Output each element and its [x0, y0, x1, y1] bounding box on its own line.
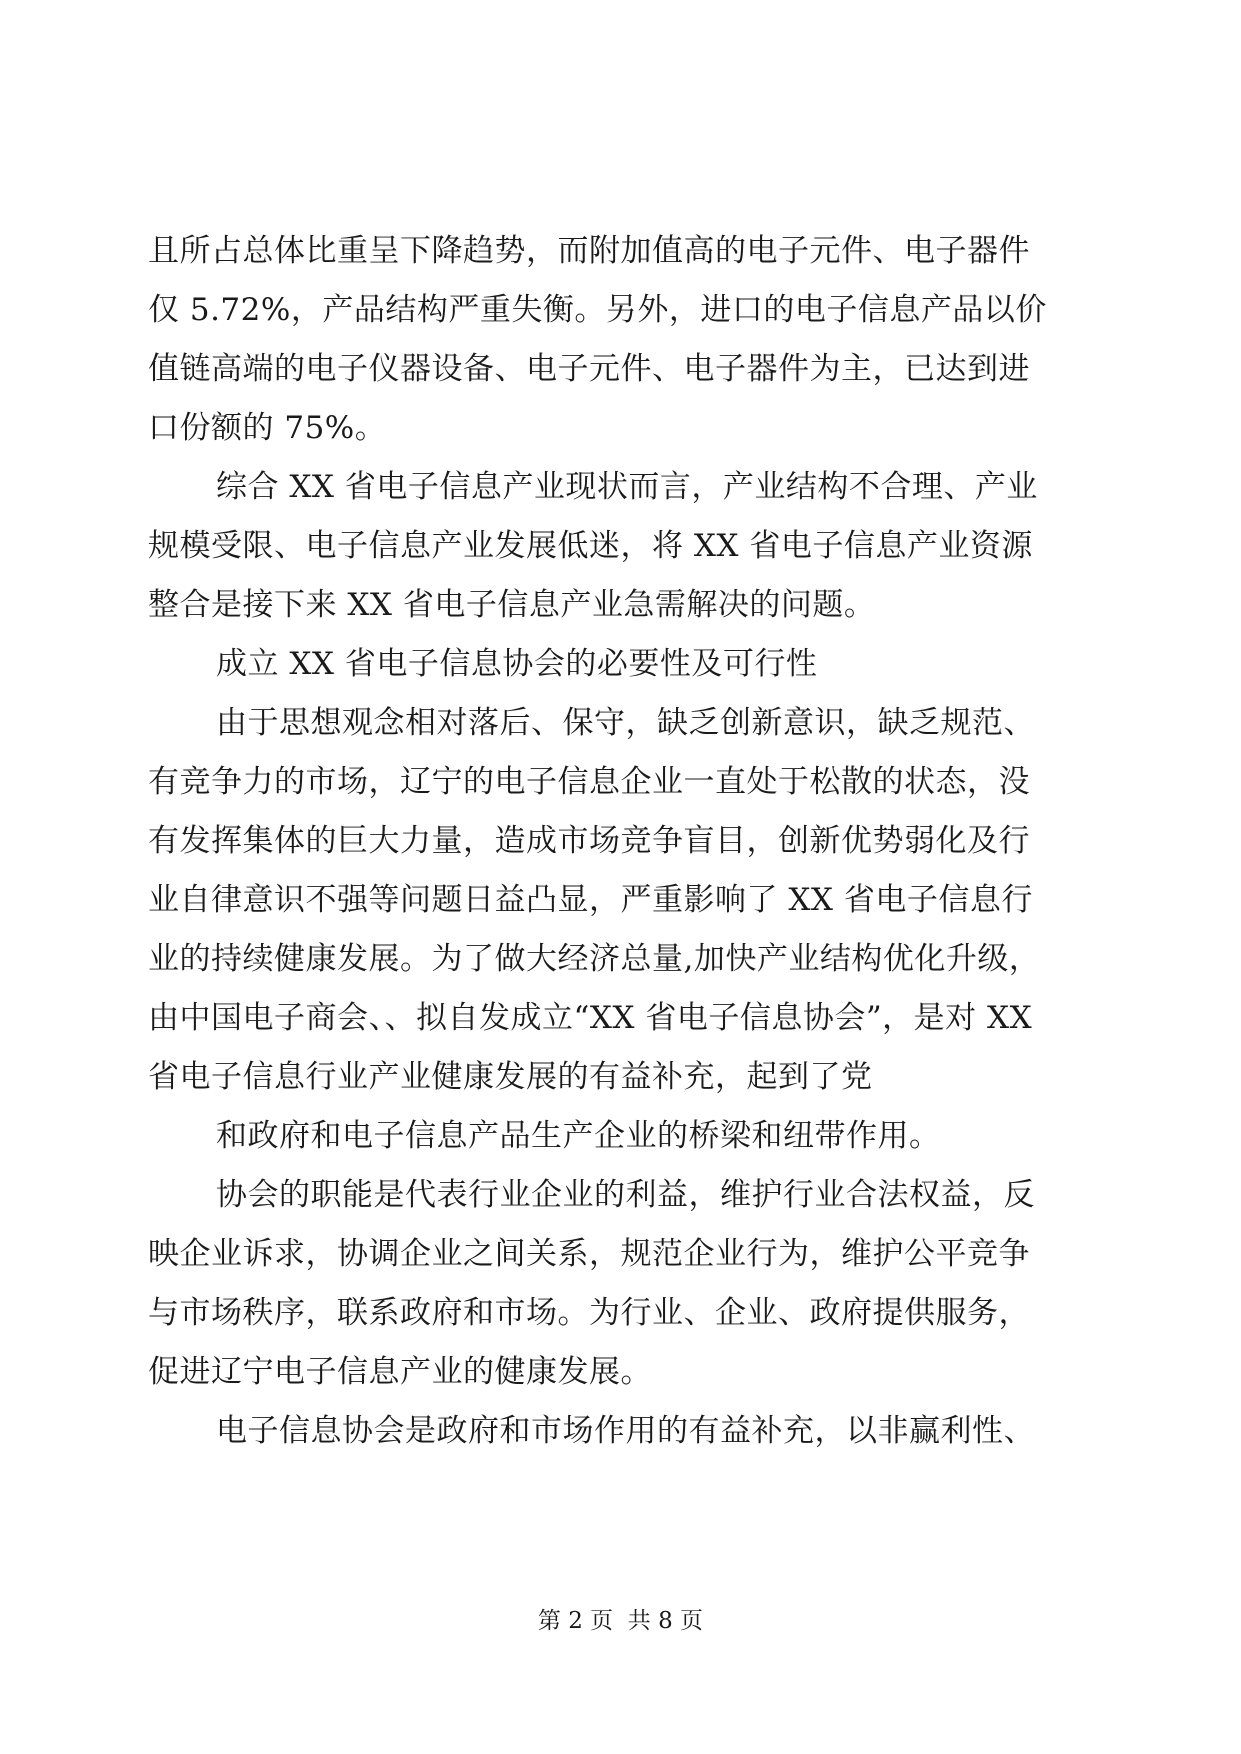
text-line: 与市场秩序，联系政府和市场。为行业、企业、政府提供服务，: [148, 1295, 1030, 1331]
text-line: 促进辽宁电子信息产业的健康发展。: [148, 1354, 652, 1390]
text-line: 由中国电子商会、、拟自发成立“XX 省电子信息协会”，是对 XX: [148, 1000, 1033, 1036]
text-line: 业自律意识不强等问题日益凸显，严重影响了 XX 省电子信息行: [148, 882, 1033, 918]
text-line: 映企业诉求，协调企业之间关系，规范企业行为，维护公平竞争: [148, 1236, 1030, 1272]
section-heading: 成立 XX 省电子信息协会的必要性及可行性: [216, 646, 818, 682]
page-number-label: 第 2 页 共 8 页: [537, 1608, 704, 1634]
paragraph-start-line: 协会的职能是代表行业企业的利益，维护行业合法权益，反: [216, 1177, 1035, 1213]
text-line: 整合是接下来 XX 省电子信息产业急需解决的问题。: [148, 587, 876, 623]
text-line: 值链高端的电子仪器设备、电子元件、电子器件为主，已达到进: [148, 351, 1030, 387]
text-line: 有发挥集体的巨大力量，造成市场竞争盲目，创新优势弱化及行: [148, 823, 1030, 859]
paragraph-start-line: 电子信息协会是政府和市场作用的有益补充，以非赢利性、: [216, 1413, 1035, 1449]
paragraph-start-line: 综合 XX 省电子信息产业现状而言，产业结构不合理、产业: [216, 469, 1038, 505]
text-line: 业的持续健康发展。为了做大经济总量,加快产业结构优化升级，: [148, 941, 1041, 977]
text-line: 口份额的 75%。: [148, 410, 387, 446]
document-body: [148, 222, 1088, 1461]
paragraph-start-line: 和政府和电子信息产品生产企业的桥梁和纽带作用。: [216, 1118, 941, 1154]
text-line: 规模受限、电子信息产业发展低迷，将 XX 省电子信息产业资源: [148, 528, 1033, 564]
text-line: 仅 5.72%，产品结构严重失衡。另外，进口的电子信息产品以价: [148, 292, 1047, 328]
text-line: 且所占总体比重呈下降趋势，而附加值高的电子元件、电子器件: [148, 233, 1030, 269]
paragraph-start-line: 由于思想观念相对落后、保守，缺乏创新意识，缺乏规范、: [216, 705, 1035, 741]
page-footer: [0, 1606, 1241, 1636]
text-line: 省电子信息行业产业健康发展的有益补充，起到了党: [148, 1059, 873, 1095]
text-line: 有竞争力的市场，辽宁的电子信息企业一直处于松散的状态，没: [148, 764, 1030, 800]
